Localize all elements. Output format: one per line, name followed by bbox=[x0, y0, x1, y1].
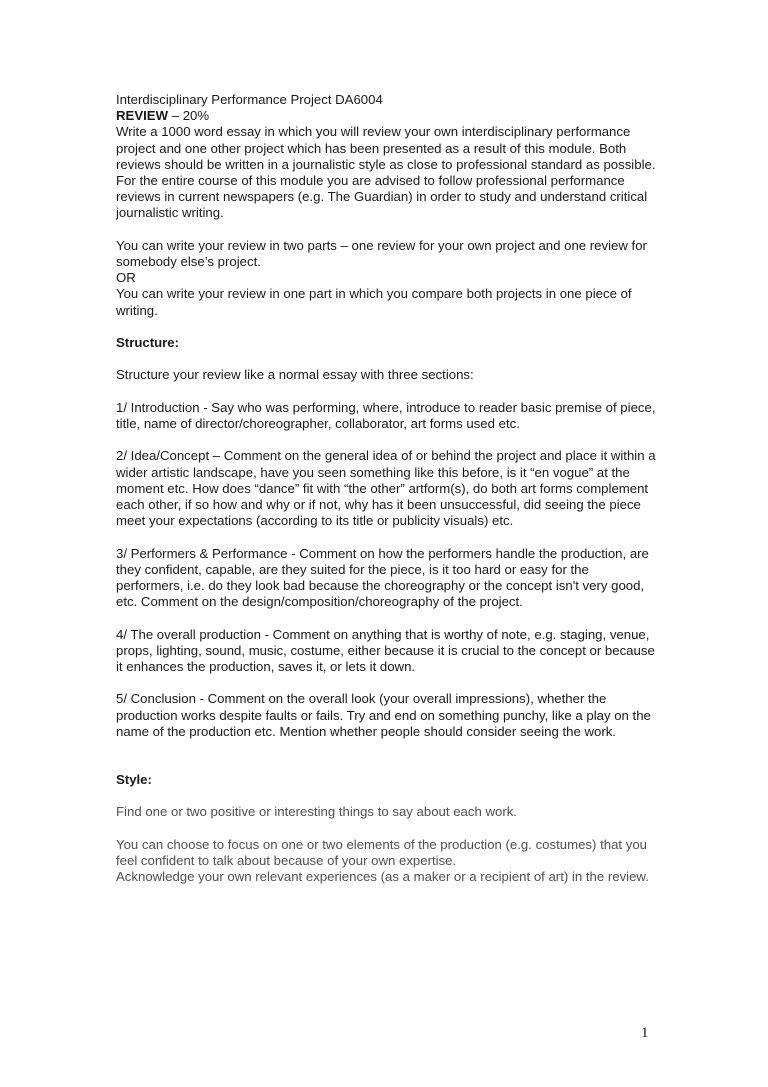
page-number: 1 bbox=[641, 1025, 649, 1041]
section-overall-production: 4/ The overall production - Comment on anything that is worthy of note, e.g. staging, venue, props, lighting, sound, music, costume, either because it is crucial to the concept or because it enhances the production, saves it, or lets it down. bbox=[116, 626, 655, 674]
style-point-focus: You can choose to focus on one or two elements of the production (e.g. costumes) that you feel confident to talk about because of your own expertise. bbox=[116, 836, 647, 868]
section-performers: 3/ Performers & Performance - Comment on how the performers handle the production, are they confident, capable, are they suited for the piece, is it too hard or easy for the performers, i.e. do they look bad because the choreography or the concept isn't very good, etc. Comment on the design/composition/choreography of the project. bbox=[116, 545, 649, 610]
document-title: Interdisciplinary Performance Project DA6004 bbox=[116, 92, 383, 107]
option-one-paragraph: You can write your review in two parts – one review for your own project and one review for somebody else’s project. bbox=[116, 237, 647, 270]
review-label: REVIEW bbox=[116, 108, 169, 124]
structure-intro: Structure your review like a normal essay with three sections: bbox=[116, 367, 474, 383]
review-heading bbox=[116, 108, 656, 124]
or-label: OR bbox=[116, 270, 136, 286]
style-point-positive: Find one or two positive or interesting things to say about each work. bbox=[116, 804, 517, 820]
structure-heading: Structure: bbox=[116, 335, 180, 351]
style-heading: Style: bbox=[116, 772, 152, 787]
option-two-paragraph: You can write your review in one part in which you compare both projects in one piece of writing. bbox=[116, 286, 632, 318]
section-conclusion: 5/ Conclusion - Comment on the overall look (your overall impressions), whether the production works despite faults or fails. Try and end on something punchy, like a play on the name of the production etc. Mention whether people should consider seeing the work. bbox=[116, 691, 651, 739]
review-weight: – 20% bbox=[168, 108, 210, 124]
section-idea-concept: 2/ Idea/Concept – Comment on the general idea of or behind the project and place it within a wider artistic landscape, have you seen something like this before, is it “en vogue” at the moment etc. How does “dance” fit with “the other” artform(s), do both art forms complement each other, if so how and why or if not, why has it been unsuccessful, did seeing the piece meet your expectations (according to its title or publicity visuals) etc. bbox=[116, 448, 656, 529]
section-introduction: 1/ Introduction - Say who was performing, where, introduce to reader basic premise of piece, title, name of director/choreographer, collaborator, art forms used etc. bbox=[116, 399, 656, 431]
document-body bbox=[116, 92, 656, 885]
style-point-experience: Acknowledge your own relevant experiences (as a maker or a recipient of art) in the review. bbox=[116, 869, 649, 885]
intro-paragraph: Write a 1000 word essay in which you will review your own interdisciplinary performance project and one other project which has been presented as a result of this module. Both reviews should be written in a journalistic style as close to professional standard as possible. For the entire course of this module you are advised to follow professional performance reviews in current newspapers (e.g. The Guardian) in order to study and understand critical journalistic writing. bbox=[116, 124, 656, 221]
